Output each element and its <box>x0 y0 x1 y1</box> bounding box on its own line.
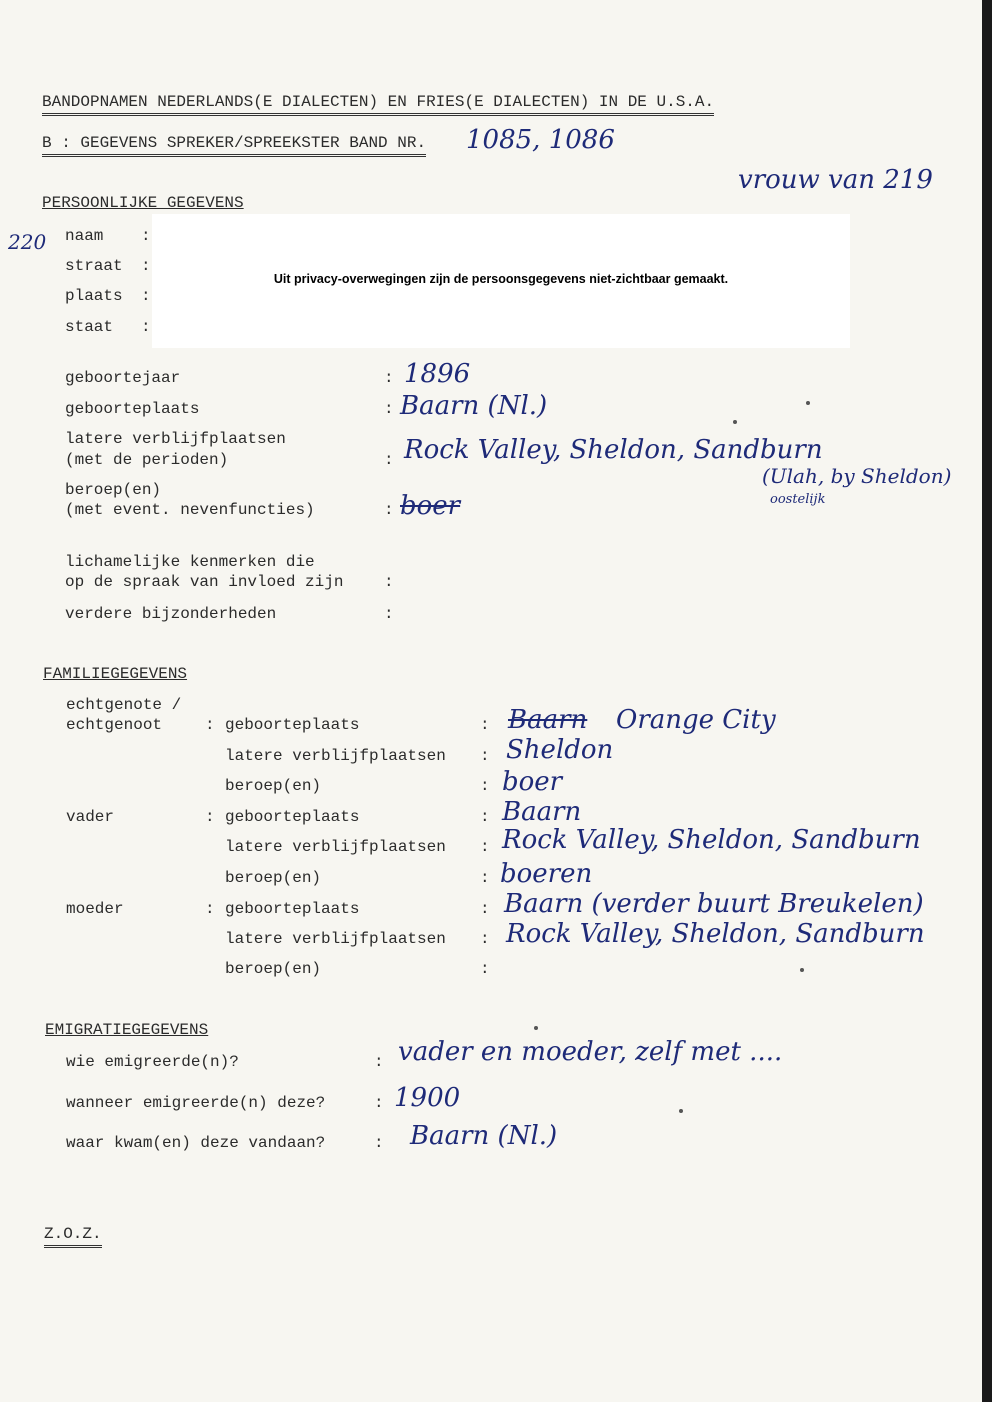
colon: : <box>205 716 215 734</box>
margin-number-handwritten: 220 <box>8 230 47 254</box>
moeder-verblijfplaatsen: Rock Valley, Sheldon, Sandburn <box>506 919 925 949</box>
footer-zoz: Z.O.Z. <box>44 1224 102 1248</box>
label-geboorteplaats: geboorteplaats <box>65 400 200 418</box>
label-wie-emigreerde: wie emigreerde(n)? <box>66 1053 239 1071</box>
band-number-handwritten: 1085, 1086 <box>466 125 615 155</box>
colon: : <box>141 227 151 245</box>
colon: : <box>480 838 490 856</box>
colon: : <box>141 287 151 305</box>
colon: : <box>384 369 394 387</box>
top-note-handwritten: vrouw van 219 <box>738 165 933 195</box>
colon: : <box>384 501 394 519</box>
colon: : <box>141 318 151 336</box>
label-staat: staat <box>65 318 114 336</box>
ink-speck <box>534 1026 538 1030</box>
value-geboorteplaats: Baarn (Nl.) <box>400 391 548 421</box>
label-verblijfplaatsen: latere verblijfplaatsen <box>65 430 286 448</box>
label-naam: naam <box>65 227 104 245</box>
value-verblijf-note-small: oostelijk <box>770 492 826 507</box>
colon: : <box>205 900 215 918</box>
colon: : <box>480 808 490 826</box>
label-beroep: beroep(en) <box>65 481 162 499</box>
echtgenote-verblijfplaatsen: Sheldon <box>506 735 614 765</box>
document-subtitle: B : GEGEVENS SPREKER/SPREEKSTER BAND NR. <box>42 133 426 157</box>
echtgenote-geboorteplaats: Orange City <box>616 705 776 735</box>
field-beroep: beroep(en) <box>225 960 322 978</box>
label-plaats: plaats <box>65 287 123 305</box>
field-geboorteplaats: geboorteplaats <box>225 716 360 734</box>
colon: : <box>480 869 490 887</box>
colon: : <box>480 747 490 765</box>
value-waar-vandaan: Baarn (Nl.) <box>410 1121 558 1151</box>
privacy-redaction-box <box>152 214 850 348</box>
moeder-geboorteplaats: Baarn (verder buurt Breukelen) <box>504 889 924 919</box>
field-verblijfplaatsen: latere verblijfplaatsen <box>225 930 446 948</box>
ink-speck <box>806 401 810 405</box>
colon: : <box>480 716 490 734</box>
field-verblijfplaatsen: latere verblijfplaatsen <box>225 838 446 856</box>
label-vader: vader <box>66 808 115 826</box>
label-waar-vandaan: waar kwam(en) deze vandaan? <box>66 1134 326 1152</box>
label-nevenfuncties: (met event. nevenfuncties) <box>65 501 315 519</box>
label-perioden: (met de perioden) <box>65 451 229 469</box>
colon: : <box>480 960 490 978</box>
colon: : <box>384 400 394 418</box>
colon: : <box>384 573 394 591</box>
privacy-notice: Uit privacy-overwegingen zijn de persoonsgegevens niet-zichtbaar gemaakt. <box>273 272 729 286</box>
echtgenote-geboorteplaats-struck: Baarn <box>508 705 588 735</box>
value-geboortejaar: 1896 <box>404 359 471 389</box>
colon: : <box>480 777 490 795</box>
value-wanneer-emigreerde: 1900 <box>394 1083 461 1113</box>
vader-beroep: boeren <box>500 859 593 889</box>
document-title: BANDOPNAMEN NEDERLANDS(E DIALECTEN) EN FRIES(E DIALECTEN) IN DE U.S.A. <box>42 92 714 116</box>
value-verblijfplaatsen: Rock Valley, Sheldon, Sandburn <box>404 435 823 465</box>
colon: : <box>384 451 394 469</box>
ink-speck <box>679 1109 683 1113</box>
label-wanneer-emigreerde: wanneer emigreerde(n) deze? <box>66 1094 326 1112</box>
label-spraak: op de spraak van invloed zijn <box>65 573 344 591</box>
colon: : <box>374 1134 384 1152</box>
colon: : <box>141 257 151 275</box>
colon: : <box>384 605 394 623</box>
field-geboorteplaats: geboorteplaats <box>225 900 360 918</box>
vader-geboorteplaats: Baarn <box>502 797 582 827</box>
ink-speck <box>733 420 737 424</box>
vader-verblijfplaatsen: Rock Valley, Sheldon, Sandburn <box>502 825 921 855</box>
ink-speck <box>800 968 804 972</box>
value-wie-emigreerde: vader en moeder, zelf met .... <box>398 1037 783 1067</box>
label-geboortejaar: geboortejaar <box>65 369 181 387</box>
label-bijzonderheden: verdere bijzonderheden <box>65 605 277 623</box>
value-beroep: boer <box>400 491 461 521</box>
field-geboorteplaats: geboorteplaats <box>225 808 360 826</box>
colon: : <box>480 900 490 918</box>
section-heading-emigration: EMIGRATIEGEGEVENS <box>45 1021 209 1039</box>
field-beroep: beroep(en) <box>225 869 322 887</box>
section-heading-family: FAMILIEGEGEVENS <box>43 665 188 683</box>
label-lichamelijk: lichamelijke kenmerken die <box>65 553 315 571</box>
field-beroep: beroep(en) <box>225 777 322 795</box>
colon: : <box>205 808 215 826</box>
label-straat: straat <box>65 257 123 275</box>
label-echtgenote: echtgenote / <box>66 696 182 714</box>
colon: : <box>374 1094 384 1112</box>
value-verblijf-note: (Ulah, by Sheldon) <box>762 464 952 488</box>
section-heading-personal: PERSOONLIJKE GEGEVENS <box>42 194 244 212</box>
label-moeder: moeder <box>66 900 124 918</box>
colon: : <box>480 930 490 948</box>
echtgenote-beroep: boer <box>502 767 563 797</box>
colon: : <box>374 1053 384 1071</box>
label-echtgenoot: echtgenoot <box>66 716 163 734</box>
field-verblijfplaatsen: latere verblijfplaatsen <box>225 747 446 765</box>
